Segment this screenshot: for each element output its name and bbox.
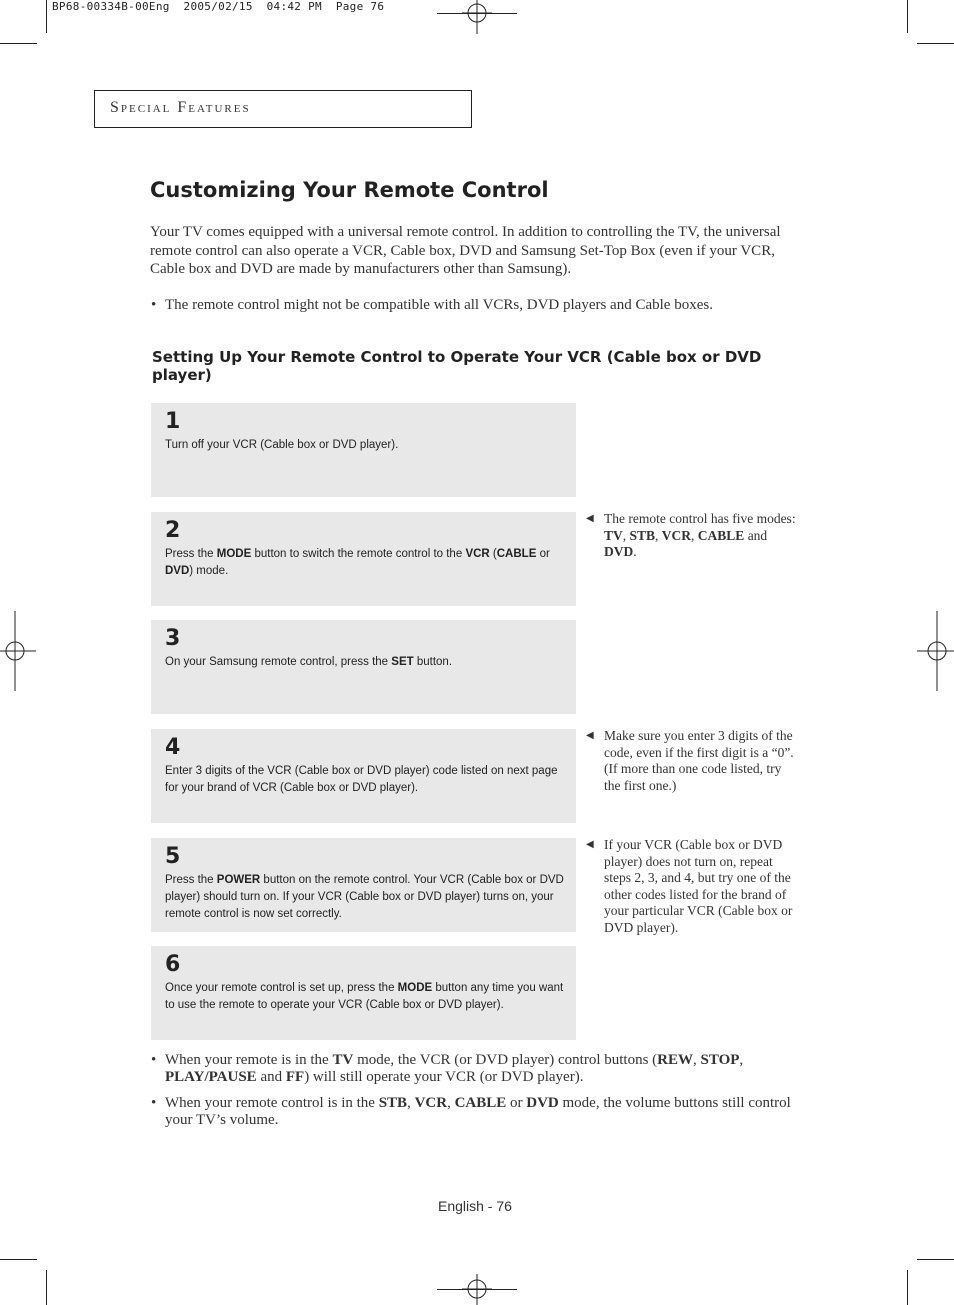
triangle-left-icon: ◀ xyxy=(586,839,594,850)
bottom-bullet-text: When your remote is in the TV mode, the VCR (or DVD player) control buttons (REW, STOP, PLAY/PAUSE and FF) will still operate your VCR (or DVD player). xyxy=(165,1052,744,1085)
step-number: 4 xyxy=(165,735,181,760)
registration-mark-icon xyxy=(0,611,36,691)
step-box-1 xyxy=(151,403,576,497)
bullet-symbol: • xyxy=(151,297,157,313)
print-slug: BP68-00334B-00Eng 2005/02/15 04:42 PM Page 76 xyxy=(52,0,385,13)
bottom-bullet-2 xyxy=(151,1095,801,1131)
step-box-6 xyxy=(151,946,576,1040)
crop-mark xyxy=(46,0,47,33)
side-note-text: Make sure you enter 3 digits of the code, even if the first digit is a “0”. (If more than one code listed, try the first one.) xyxy=(604,728,794,793)
triangle-left-icon: ◀ xyxy=(586,513,594,524)
side-note-1 xyxy=(586,511,796,563)
bullet-symbol: • xyxy=(151,1095,157,1111)
step-number: 1 xyxy=(165,409,181,434)
crop-mark xyxy=(907,1270,908,1305)
bottom-bullet-1 xyxy=(151,1052,801,1088)
registration-mark-icon xyxy=(917,611,954,691)
bottom-bullet-text: When your remote control is in the STB, VCR, CABLE or DVD mode, the volume buttons still control your TV’s volume. xyxy=(165,1095,791,1128)
step-box-3 xyxy=(151,620,576,714)
crop-mark xyxy=(917,43,954,44)
step-number: 5 xyxy=(165,844,181,869)
step-number: 6 xyxy=(165,952,181,977)
step-number: 3 xyxy=(165,626,181,651)
crop-mark xyxy=(0,1259,37,1260)
step-text: Press the MODE button to switch the remote control to the VCR (CABLE or DVD) mode. xyxy=(165,548,550,577)
crop-mark xyxy=(917,1259,954,1260)
page-title: Customizing Your Remote Control xyxy=(150,178,549,202)
step-text: Enter 3 digits of the VCR (Cable box or DVD player) code listed on next page for your brand of VCR (Cable box or DVD player). xyxy=(165,765,558,794)
step-box-4 xyxy=(151,729,576,823)
crop-mark xyxy=(46,1270,47,1305)
side-note-text: The remote control has five modes: TV, STB, VCR, CABLE and DVD. xyxy=(604,511,796,560)
page-footer: English - 76 xyxy=(438,1198,512,1214)
crop-mark xyxy=(907,0,908,33)
section-label: Special Features xyxy=(110,99,251,116)
side-note-text: If your VCR (Cable box or DVD player) does not turn on, repeat steps 2, 3, and 4, but try one of the other codes listed for the brand of your particular VCR (Cable box or DVD player). xyxy=(604,837,793,935)
step-box-5 xyxy=(151,838,576,932)
step-text: Turn off your VCR (Cable box or DVD player). xyxy=(165,439,399,451)
side-note-3 xyxy=(586,837,796,955)
step-number: 2 xyxy=(165,518,181,543)
intro-bullet xyxy=(151,297,801,315)
crop-mark xyxy=(0,43,37,44)
bullet-symbol: • xyxy=(151,1052,157,1068)
intro-bullet-text: The remote control might not be compatible with all VCRs, DVD players and Cable boxes. xyxy=(165,297,713,313)
registration-mark-icon xyxy=(462,1274,492,1305)
triangle-left-icon: ◀ xyxy=(586,730,594,741)
step-text: Once your remote control is set up, press the MODE button any time you want to use the remote to operate your VCR (Cable box or DVD player). xyxy=(165,982,564,1011)
step-text: On your Samsung remote control, press the SET button. xyxy=(165,656,453,668)
step-box-2 xyxy=(151,512,576,606)
step-text: Press the POWER button on the remote control. Your VCR (Cable box or DVD player) should turn on. If your VCR (Cable box or DVD player) turns on, your remote control is now set correctly. xyxy=(165,874,564,920)
intro-paragraph: Your TV comes equipped with a universal remote control. In addition to controlling the TV, the universal remote control can also operate a VCR, Cable box, DVD and Samsung Set-Top Box (even if your VCR, Cable box and DVD are made by manufacturers other than Samsung). xyxy=(150,224,781,277)
section-subtitle: Setting Up Your Remote Control to Operate Your VCR (Cable box or DVD player) xyxy=(152,348,762,384)
registration-mark-icon xyxy=(462,0,492,34)
side-note-2 xyxy=(586,728,796,796)
